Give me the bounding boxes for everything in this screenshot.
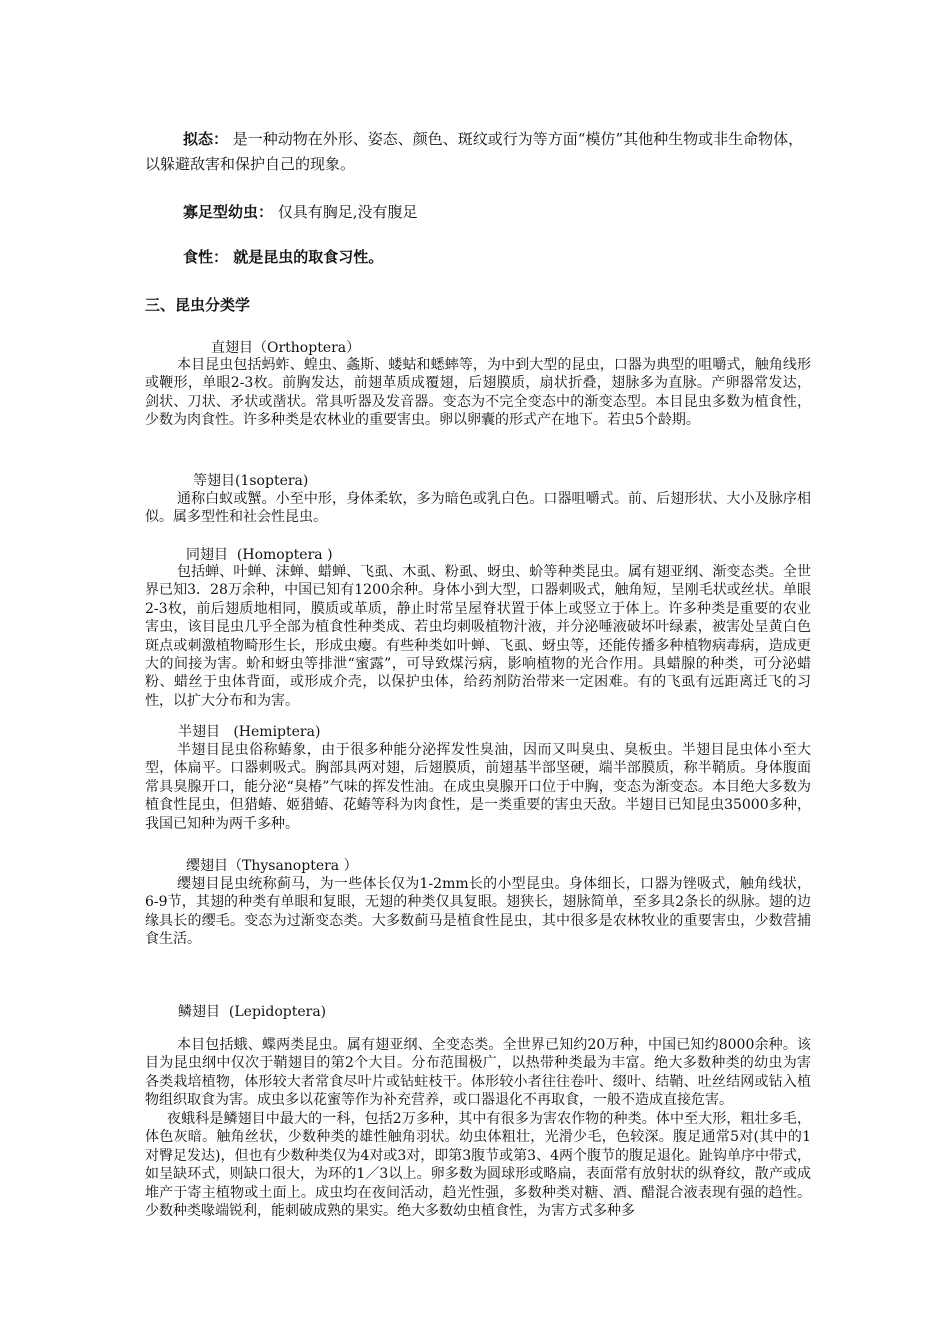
order-body-hemiptera: 半翅目昆虫俗称蝽象，由于很多种能分泌挥发性臭油，因而又叫臭虫、臭板虫。半翅目昆虫体小至大型，体扁平。口器刺吸式。胸部具两对翅，后翅膜质，前翅基半部坚硬，端半部膜质，称半鞘质。身体腹面常具臭腺开口，能分泌“臭椿”气味的挥发性油。在成虫臭腺开口位于中胸，变态为渐变态。本目绝大多数为植食性昆虫，但猎蝽、姬猎蝽、花蝽等科为肉食性，是一类重要的害虫天敌。半翅目已知昆虫35000多种，我国已知种为两千多种。 xyxy=(145,742,811,832)
section-title: 三、昆虫分类学 xyxy=(145,296,251,314)
order-title-hemiptera: 半翅目 (Hemiptera) xyxy=(178,724,321,740)
order-title-thysanoptera: 缨翅目（Thysanoptera ） xyxy=(186,858,358,874)
definition-mimicry xyxy=(145,127,815,177)
order-body-lepidoptera: 本目包括蛾、蝶两类昆虫。属有翅亚纲、全变态类。全世界已知约20万种，中国已知约8000余种。该目为昆虫纲中仅次于鞘翅目的第2个大目。分布范围极广，以热带种类最为丰富。绝大多数种类的幼虫为害各类栽培植物，体形较大者常食尽叶片或钻蛀枝干。体形较小者往往卷叶、缀叶、结鞘、吐丝结网或钻入植物组织取食为害。成虫多以花蜜等作为补充营养，或口器退化不再取食，一般不造成直接危害。 xyxy=(145,1037,811,1109)
order-title-orthoptera: 直翅目（Orthoptera） xyxy=(211,340,361,356)
order-body-orthoptera: 本目昆虫包括蚂蚱、蝗虫、螽斯、蝼蛄和蟋蟀等，为中到大型的昆虫，口器为典型的咀嚼式，触角线形或鞭形，单眼2-3枚。前胸发达，前翅革质成覆翅，后翅膜质，扇状折叠，翅脉多为直脉。产卵器常发达，剑状、刀状、矛状或凿状。常具听器及发音器。变态为不完全变态中的渐变态型。本目昆虫多数为植食性，少数为肉食性。许多种类是农林业的重要害虫。卵以卵囊的形式产在地下。若虫5个龄期。 xyxy=(145,357,811,429)
order-body-lepidoptera-noctuidae: 夜蛾科是鳞翅目中最大的一科，包括2万多种，其中有很多为害农作物的种类。体中至大形，粗壮多毛，体色灰暗。触角丝状，少数种类的雄性触角羽状。幼虫体粗壮，光滑少毛，色较深。腹足通常5对(其中的1对臀足发达)，但也有少数种类仅为4对或3对，即第3腹节或第3、4两个腹节的腹足退化。趾钩单序中带式，如呈缺环式，则缺口很大，为环的1／3以上。卵多数为圆球形或略扁，表面常有放射状的纵脊纹，散产或成堆产于寄主植物或土面上。成虫均在夜间活动，趋光性强，多数种类对糖、酒、醋混合液表现有强的趋性。少数种类喙端锐利，能刺破成熟的果实。绝大多数幼虫植食性，为害方式多种多 xyxy=(145,1111,811,1220)
definition-oligopod-larva xyxy=(145,200,815,225)
definition-term: 寡足型幼虫： xyxy=(183,203,274,221)
definition-text: 仅具有胸足,没有腹足 xyxy=(273,203,418,221)
definition-text: 就是昆虫的取食习性。 xyxy=(228,248,384,266)
order-title-lepidoptera: 鳞翅目 (Lepidoptera) xyxy=(178,1004,327,1020)
definition-term: 食性： xyxy=(183,248,229,266)
order-body-isoptera: 通称白蚁或蟹。小至中形，身体柔软，多为暗色或乳白色。口器咀嚼式。前、后翅形状、大小及脉序相似。属多型性和社会性昆虫。 xyxy=(145,491,811,526)
definition-text: 是一种动物在外形、姿态、颜色、斑纹或行为等方面“模仿”其他种生物或非生命物体，以躲避敌害和保护自己的现象。 xyxy=(145,130,804,173)
order-title-isoptera: 等翅目(1soptera) xyxy=(193,473,309,489)
definition-feeding-habit xyxy=(145,245,815,270)
definition-term: 拟态： xyxy=(183,130,229,148)
order-title-homoptera: 同翅目 (Homoptera ) xyxy=(186,547,333,563)
order-body-homoptera: 包括蝉、叶蝉、沫蝉、蜡蝉、飞虱、木虱、粉虱、蚜虫、蚧等种类昆虫。属有翅亚纲、渐变态类。全世界已知3．28万余种，中国已知有1200余种。身体小到大型，口器刺吸式，触角短，呈刚毛状或丝状。单眼2-3枚，前后翅质地相同，膜质或革质，静止时常呈屋脊状置于体上或竖立于体上。许多种类是重要的农业害虫，该目昆虫几乎全部为植食性种类成、若虫均刺吸植物汁液，并分泌唾液破坏叶绿素，被害处呈黄白色斑点或刺激植物畸形生长，形成虫瘿。有些种类如叶蝉、飞虱、蚜虫等，还能传播多种植物病毒病，造成更大的间接为害。蚧和蚜虫等排泄“蜜露”，可导致煤污病，影响植物的光合作用。具蜡腺的种类，可分泌蜡粉、蜡丝于虫体背面，或形成介壳，以保护虫体，给药剂防治带来一定困难。有的飞虱有远距离迁飞的习性，以扩大分布和为害。 xyxy=(145,564,811,709)
order-body-thysanoptera: 缨翅目昆虫统称蓟马，为一些体长仅为1-2mm长的小型昆虫。身体细长，口器为锉吸式，触角线状，6-9节，其翅的种类有单眼和复眼，无翅的种类仅具复眼。翅狭长，翅脉简单，至多具2条长的纵脉。翅的边缘具长的缨毛。变态为过渐变态类。大多数蓟马是植食性昆虫，其中很多是农林牧业的重要害虫，少数营捕食生活。 xyxy=(145,876,811,948)
